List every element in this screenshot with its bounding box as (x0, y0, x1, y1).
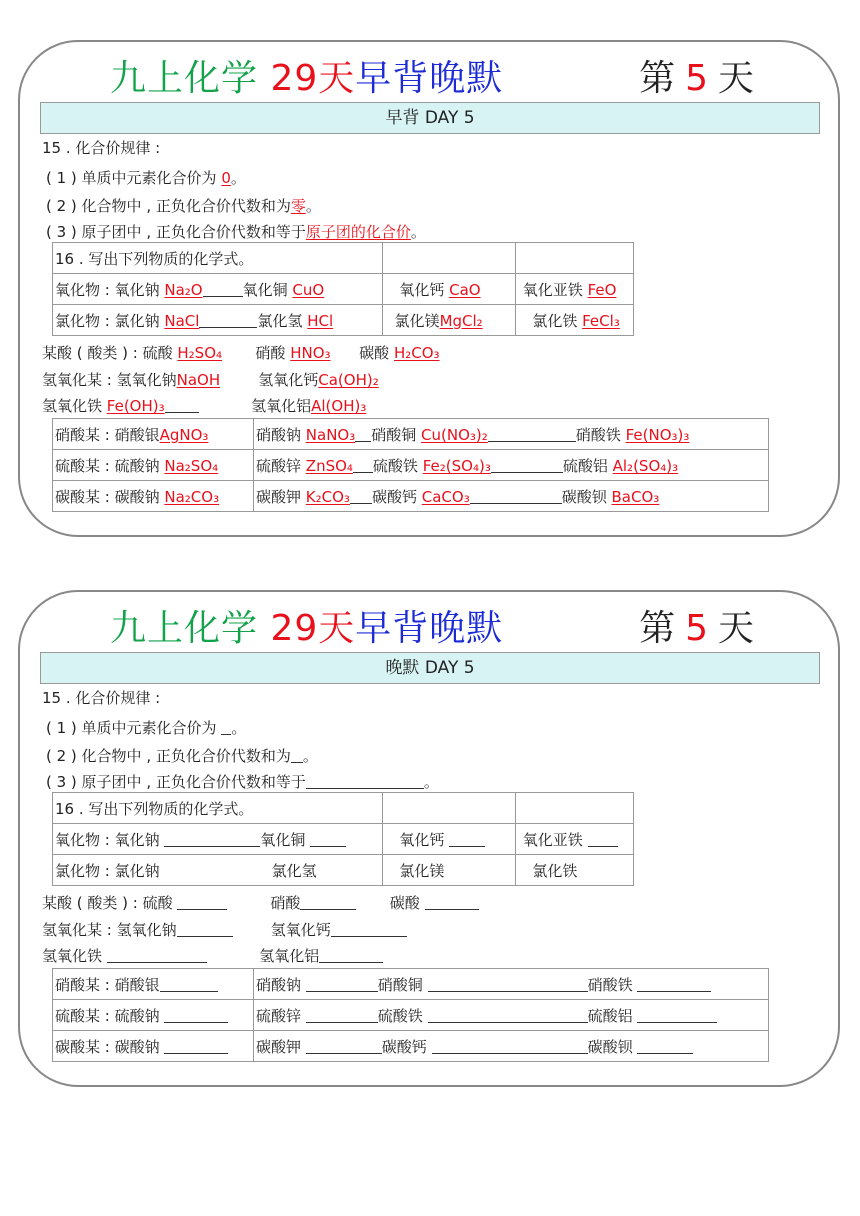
title-days-num: 29 (270, 608, 319, 649)
answer-blank[interactable] (588, 832, 618, 847)
sulfate-label: 硫酸某 : 硫酸钠 (55, 1006, 160, 1025)
carbonate-ca-label: 碳酸钙 (381, 1037, 427, 1056)
rule-2-text: ( 2 ) 化合物中 , 正负化合价代数和为 (46, 197, 291, 215)
sulfate-na-answer: Na₂SO₄ (164, 456, 219, 475)
rule-3 (46, 772, 439, 792)
title-subject: 早背晚默 (355, 58, 504, 99)
nitrate-cell-2 (254, 969, 769, 1000)
rule-1-end: 。 (230, 169, 246, 187)
formula-table-1 (52, 792, 634, 886)
day-number (639, 50, 754, 101)
carbonate-cell-1 (53, 481, 254, 512)
chloride-mg-answer: MgCl₂ (439, 311, 483, 330)
answer-blank[interactable] (310, 832, 346, 847)
nitrate-cu-label: 硝酸铜 (371, 425, 417, 444)
base-fe-label: 氢氧化铁 (42, 397, 103, 415)
sulfate-cell-1 (53, 1000, 254, 1031)
answer-blank[interactable] (177, 895, 227, 910)
base-ca-label: 氢氧化钙 (258, 371, 319, 389)
oxide-cu-label: 氧化铜 (242, 280, 288, 299)
rule-2 (46, 196, 321, 216)
blank-line (488, 427, 576, 442)
oxide-cu-label: 氧化铜 (260, 830, 306, 849)
sulfate-zn-answer: ZnSO₄ (305, 456, 353, 475)
rule-3 (46, 222, 426, 242)
acid-c-answer: H₂CO₃ (393, 344, 440, 362)
oxide-ca-answer: CaO (449, 280, 481, 299)
blank-line (203, 282, 243, 297)
carbonate-k-label: 碳酸钾 (256, 487, 302, 506)
rule-3-answer: 原子团的化合价 (305, 223, 411, 241)
nitrate-label: 硝酸某 : 硝酸银 (55, 425, 160, 444)
nitrate-cu-answer: Cu(NO₃)₂ (421, 425, 488, 444)
rule-3-text: ( 3 ) 原子团中 , 正负化合价代数和等于 (46, 773, 306, 791)
answer-blank[interactable] (306, 1008, 378, 1023)
acid-n-label: 硝酸 (255, 344, 286, 362)
chloride-fe-cell (516, 855, 634, 886)
sulfate-zn-label: 硫酸锌 (256, 456, 302, 475)
title-days-unit: 天 (318, 608, 356, 649)
carbonate-ba-answer: BaCO₃ (611, 487, 660, 506)
chloride-fe-answer: FeCl₃ (582, 311, 620, 330)
acid-n-label: 硝酸 (270, 894, 301, 912)
blank-line (350, 489, 372, 504)
acid-n-answer: HNO₃ (290, 344, 331, 362)
answer-blank[interactable] (432, 1039, 588, 1054)
carbonate-na-answer: Na₂CO₃ (164, 487, 220, 506)
chloride-mg-label: 氯化镁 (394, 311, 440, 330)
carbonate-ca-answer: CaCO₃ (421, 487, 470, 506)
chloride-h-answer: HCl (307, 311, 334, 330)
evening-card (18, 590, 840, 1087)
oxide-na-answer: Na₂O (164, 280, 203, 299)
base-line-2 (42, 396, 366, 416)
question-16: 16 . 写出下列物质的化学式。 (53, 793, 383, 824)
chloride-row (53, 305, 383, 336)
blank-line (470, 489, 562, 504)
oxide-label: 氧化物 : 氧化钠 (55, 830, 160, 849)
title-days-unit: 天 (318, 58, 356, 99)
chloride-label: 氯化物 : 氯化钠 (55, 861, 160, 880)
carbonate-label: 碳酸某 : 碳酸钠 (55, 487, 160, 506)
nitrate-na-answer: NaNO₃ (305, 425, 356, 444)
sulfate-label: 硫酸某 : 硫酸钠 (55, 456, 160, 475)
oxide-fe-answer: FeO (587, 280, 617, 299)
base-al-label: 氢氧化铝 (259, 947, 320, 965)
carbonate-cell-2 (254, 1031, 769, 1062)
base-ca-answer: Ca(OH)₂ (318, 371, 379, 389)
carbonate-ca-label: 碳酸钙 (371, 487, 417, 506)
chloride-na-answer: NaCl (164, 311, 200, 330)
answer-blank[interactable] (637, 977, 711, 992)
answer-blank[interactable] (306, 977, 378, 992)
sulfate-al-answer: Al₂(SO₄)₃ (612, 456, 679, 475)
rule-2-end: 。 (305, 197, 321, 215)
oxide-ca-label: 氧化钙 (399, 830, 445, 849)
day-num: 5 (685, 58, 708, 99)
acid-c-label: 碳酸 (359, 344, 390, 362)
sulfate-cell-2 (254, 1000, 769, 1031)
day-prefix: 第 (639, 608, 676, 649)
formula-table-1 (52, 242, 634, 336)
title-grade: 九上化学 (110, 58, 259, 99)
sulfate-zn-label: 硫酸锌 (256, 1006, 302, 1025)
oxide-ca-cell (383, 824, 516, 855)
rule-1-text: ( 1 ) 单质中元素化合价为 (46, 169, 217, 187)
answer-blank[interactable] (306, 774, 424, 789)
rule-1 (46, 168, 246, 188)
blank-line (165, 398, 199, 413)
base-line-1 (42, 370, 379, 390)
carbonate-k-label: 碳酸钾 (256, 1037, 302, 1056)
carbonate-ba-label: 碳酸钡 (561, 487, 607, 506)
answer-blank[interactable] (425, 895, 479, 910)
acid-label: 某酸 ( 酸类 ) : 硫酸 (42, 894, 173, 912)
day-num: 5 (685, 608, 708, 649)
section-bar: 早背 DAY 5 (40, 102, 820, 134)
acid-line (42, 343, 440, 363)
base-ca-label: 氢氧化钙 (270, 921, 331, 939)
base-fe-label: 氢氧化铁 (42, 947, 103, 965)
blank-line (491, 458, 563, 473)
oxide-row (53, 824, 383, 855)
carbonate-k-answer: K₂CO₃ (305, 487, 350, 506)
nitrate-fe-label: 硝酸铁 (587, 975, 633, 994)
answer-blank[interactable] (164, 1039, 228, 1054)
question-16: 16 . 写出下列物质的化学式。 (53, 243, 383, 274)
nitrate-ag-answer: AgNO₃ (159, 425, 209, 444)
answer-blank[interactable] (449, 832, 485, 847)
nitrate-na-label: 硝酸钠 (256, 975, 302, 994)
chloride-row (53, 855, 383, 886)
oxide-fe-cell (516, 824, 634, 855)
answer-blank[interactable] (160, 977, 218, 992)
chloride-fe-label: 氯化铁 (532, 311, 578, 330)
sulfate-al-label: 硫酸铝 (562, 456, 608, 475)
carbonate-cell-1 (53, 1031, 254, 1062)
nitrate-na-label: 硝酸钠 (256, 425, 302, 444)
answer-blank[interactable] (306, 1039, 382, 1054)
chloride-h-label: 氯化氢 (257, 311, 303, 330)
empty-cell (516, 793, 634, 824)
chloride-mg-label: 氯化镁 (399, 861, 445, 880)
answer-blank[interactable] (331, 922, 407, 937)
oxide-ca-label: 氧化钙 (399, 280, 445, 299)
acid-s-answer: H₂SO₄ (177, 344, 223, 362)
acid-c-label: 碳酸 (389, 894, 420, 912)
sulfate-cell-1 (53, 450, 254, 481)
acid-label: 某酸 ( 酸类 ) : 硫酸 (42, 344, 173, 362)
title-grade: 九上化学 (110, 608, 259, 649)
chloride-h-label: 氯化氢 (271, 861, 317, 880)
answer-blank[interactable] (291, 748, 303, 763)
oxide-fe-label: 氧化亚铁 (522, 830, 583, 849)
chloride-mg-cell (383, 855, 516, 886)
answer-blank[interactable] (319, 948, 383, 963)
day-prefix: 第 (639, 58, 676, 99)
carbonate-ba-label: 碳酸钡 (587, 1037, 633, 1056)
rule-3-text: ( 3 ) 原子团中 , 正负化合价代数和等于 (46, 223, 306, 241)
question-15: 15 . 化合价规律 : (42, 689, 161, 707)
nitrate-cell-2 (254, 419, 769, 450)
question-15: 15 . 化合价规律 : (42, 139, 161, 157)
oxide-cu-answer: CuO (292, 280, 325, 299)
answer-blank[interactable] (107, 948, 207, 963)
rule-2-text: ( 2 ) 化合物中 , 正负化合价代数和为 (46, 747, 291, 765)
sulfate-fe-answer: Fe₂(SO₄)₃ (422, 456, 491, 475)
nitrate-label: 硝酸某 : 硝酸银 (55, 975, 160, 994)
answer-blank[interactable] (300, 895, 356, 910)
rule-2-answer: 零 (290, 197, 306, 215)
acid-line (42, 893, 479, 913)
empty-cell (516, 243, 634, 274)
nitrate-fe-label: 硝酸铁 (575, 425, 621, 444)
carbonate-label: 碳酸某 : 碳酸钠 (55, 1037, 160, 1056)
nitrate-fe-answer: Fe(NO₃)₃ (625, 425, 690, 444)
rule-1-answer: 0 (221, 169, 231, 187)
rule-1 (46, 718, 246, 738)
oxide-fe-label: 氧化亚铁 (522, 280, 583, 299)
sulfate-fe-label: 硫酸铁 (372, 456, 418, 475)
nitrate-cell-1 (53, 419, 254, 450)
answer-blank[interactable] (177, 922, 233, 937)
page-title (110, 50, 503, 101)
rule-2-end: 。 (302, 747, 318, 765)
base-label: 氢氧化某 : 氢氧化钠 (42, 921, 177, 939)
empty-cell (383, 793, 516, 824)
sulfate-fe-label: 硫酸铁 (377, 1006, 423, 1025)
chloride-fe-cell (516, 305, 634, 336)
page-title (110, 600, 503, 651)
sulfate-al-label: 硫酸铝 (587, 1006, 633, 1025)
answer-blank[interactable] (164, 832, 260, 847)
base-label: 氢氧化某 : 氢氧化钠 (42, 371, 177, 389)
chloride-label: 氯化物 : 氯化钠 (55, 311, 160, 330)
carbonate-cell-2 (254, 481, 769, 512)
formula-table-2 (52, 418, 769, 512)
base-al-label: 氢氧化铝 (251, 397, 312, 415)
oxide-label: 氧化物 : 氧化钠 (55, 280, 160, 299)
rule-3-end: 。 (410, 223, 426, 241)
rule-1-text: ( 1 ) 单质中元素化合价为 (46, 719, 217, 737)
empty-cell (383, 243, 516, 274)
section-bar: 晚默 DAY 5 (40, 652, 820, 684)
day-suffix: 天 (717, 58, 754, 99)
morning-card (18, 40, 840, 537)
title-days-num: 29 (270, 58, 319, 99)
base-line-2 (42, 946, 383, 966)
base-al-answer: Al(OH)₃ (311, 397, 367, 415)
blank-line (199, 313, 257, 328)
oxide-fe-cell (516, 274, 634, 305)
blank-line (353, 458, 373, 473)
title-subject: 早背晚默 (355, 608, 504, 649)
nitrate-cell-1 (53, 969, 254, 1000)
answer-blank[interactable] (428, 977, 588, 992)
day-suffix: 天 (717, 608, 754, 649)
answer-blank[interactable] (428, 1008, 588, 1023)
nitrate-cu-label: 硝酸铜 (377, 975, 423, 994)
answer-blank[interactable] (637, 1008, 717, 1023)
blank-line (355, 427, 371, 442)
rule-3-end: 。 (423, 773, 439, 791)
chloride-mg-cell (383, 305, 516, 336)
answer-blank[interactable] (637, 1039, 693, 1054)
sulfate-cell-2 (254, 450, 769, 481)
oxide-ca-cell (383, 274, 516, 305)
answer-blank[interactable] (164, 1008, 228, 1023)
rule-2 (46, 746, 318, 766)
rule-1-end: 。 (231, 719, 247, 737)
day-number (639, 600, 754, 651)
base-line-1 (42, 920, 407, 940)
base-na-answer: NaOH (176, 371, 221, 389)
base-fe-answer: Fe(OH)₃ (106, 397, 165, 415)
oxide-row (53, 274, 383, 305)
answer-blank[interactable] (221, 720, 231, 735)
chloride-fe-label: 氯化铁 (532, 861, 578, 880)
formula-table-2 (52, 968, 769, 1062)
